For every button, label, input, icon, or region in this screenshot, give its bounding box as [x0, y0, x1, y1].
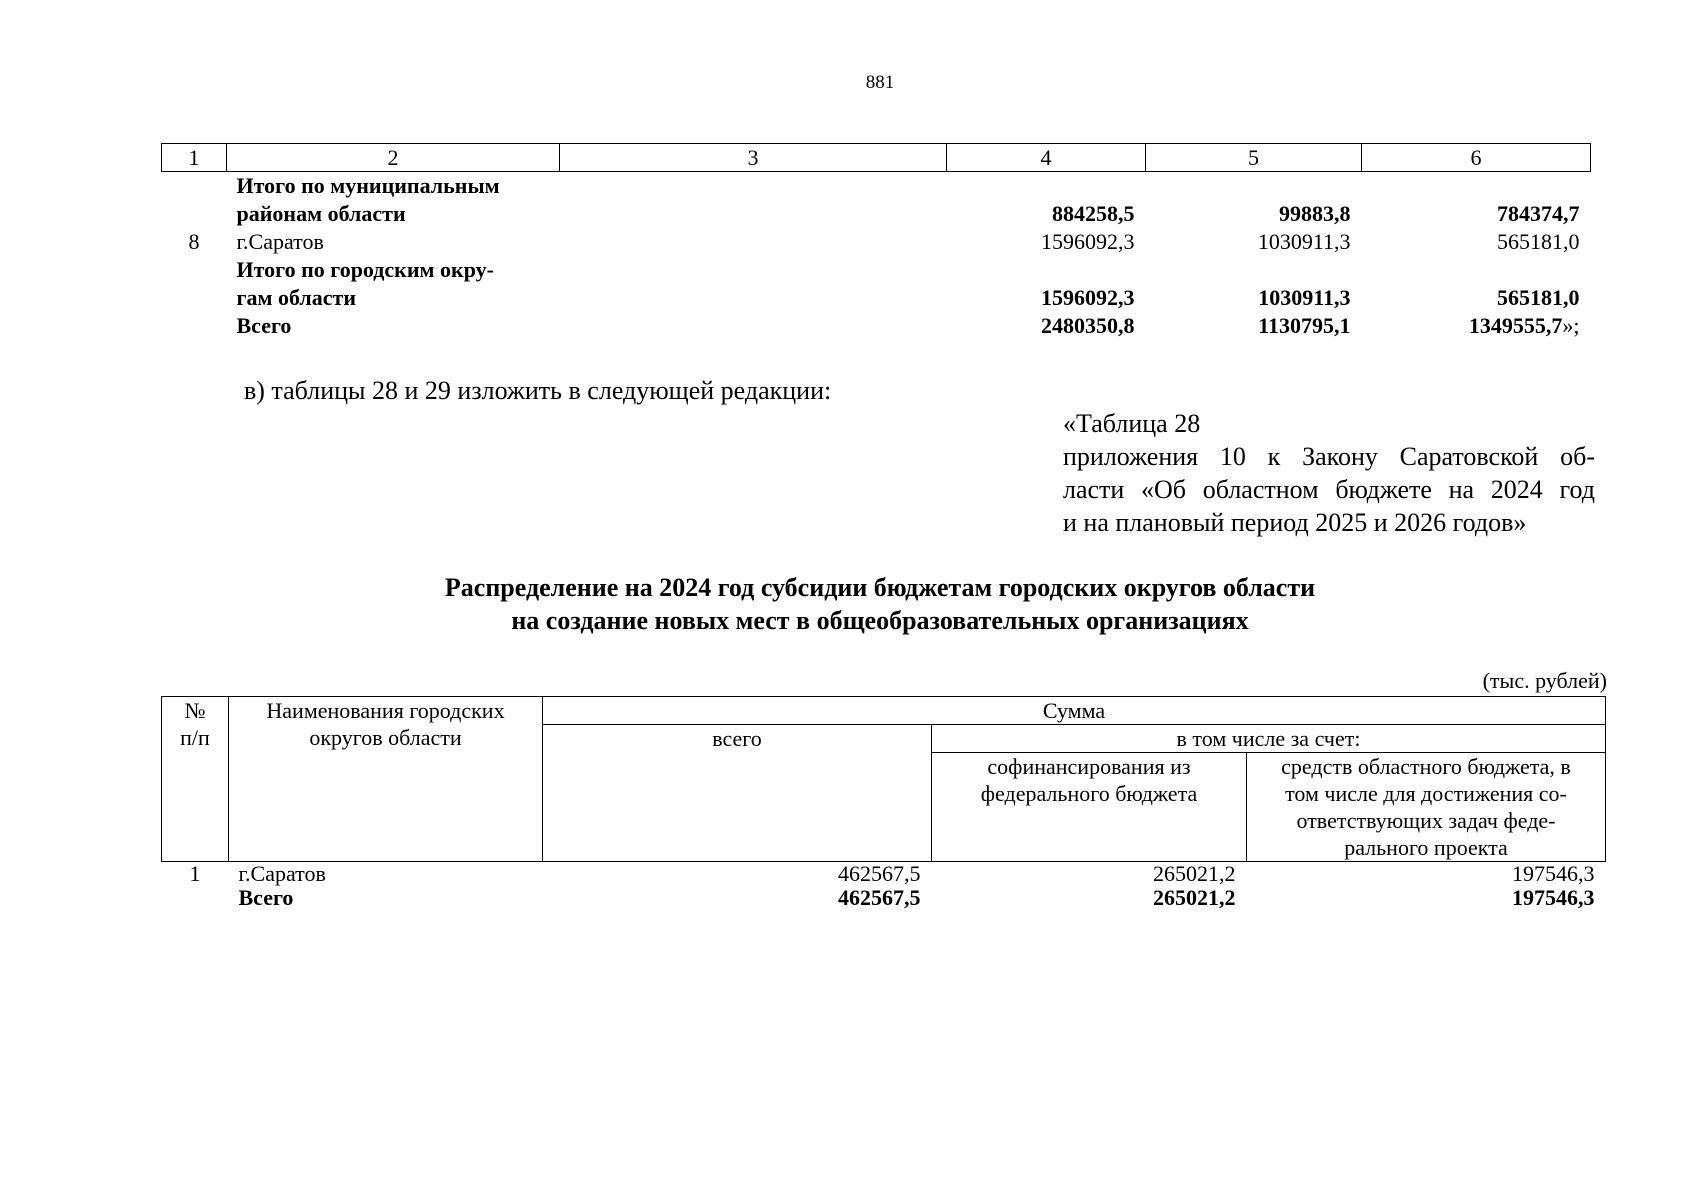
row-name-line: Итого по муниципальным — [236, 173, 500, 198]
row-name-line: районам области — [236, 201, 406, 226]
table-header — [162, 697, 1606, 862]
page-number: 881 — [865, 72, 895, 93]
row-name: Всего — [236, 313, 292, 338]
header-name — [229, 697, 543, 862]
header-total: всего — [543, 725, 932, 862]
row-number — [162, 312, 227, 340]
column-number: 6 — [1362, 144, 1591, 172]
column-number: 1 — [162, 144, 227, 172]
column-number: 2 — [227, 144, 560, 172]
header-line: средств областного бюджета, в — [1281, 754, 1571, 779]
unit-label: (тыс. рублей) — [1482, 668, 1607, 693]
header-line: федерального бюджета — [980, 781, 1198, 806]
cell-regional-value: 1349555,7 — [1468, 313, 1563, 338]
row-name: г.Саратов — [238, 861, 326, 886]
cell-federal: 1030911,3 — [1257, 229, 1351, 254]
cell-federal: 265021,2 — [1153, 861, 1236, 886]
column-number: 3 — [560, 144, 947, 172]
cell-federal: 1030911,3 — [1258, 285, 1351, 310]
row-number — [162, 256, 227, 312]
row-name-line: Итого по городским окру- — [236, 257, 494, 282]
table-28 — [161, 696, 1606, 910]
header-line: п/п — [180, 725, 210, 750]
header-line: Наименования городских — [266, 698, 505, 723]
annex-line: приложения 10 к Закону Саратовской об- — [1063, 442, 1595, 471]
annex-line: «Таблица 28 — [1063, 409, 1201, 438]
column-number: 4 — [947, 144, 1146, 172]
header-line: софинансирования из — [987, 754, 1191, 779]
annex-reference — [1063, 407, 1595, 539]
row-number — [162, 172, 227, 229]
row-number: 1 — [189, 861, 201, 886]
table-row — [162, 228, 1591, 256]
continuation-table — [161, 143, 1591, 340]
row-name — [227, 256, 560, 312]
row-number — [162, 886, 229, 910]
row-name — [227, 172, 560, 229]
header-line: ответствующих задач феде- — [1296, 808, 1556, 833]
header-line: № — [184, 698, 206, 723]
table-row — [162, 256, 1591, 312]
cell-federal: 1130795,1 — [1258, 313, 1351, 338]
table-row — [162, 312, 1591, 340]
column-numbers-row — [162, 144, 1591, 172]
header-number — [162, 697, 229, 862]
cell-regional: 565181,0 — [1497, 285, 1580, 310]
title-line: Распределение на 2024 год субсидии бюджетам городских округов области — [444, 573, 1316, 602]
cell-regional: 197546,3 — [1512, 885, 1595, 910]
header-line: том числе для достижения со- — [1285, 781, 1567, 806]
cell-regional: 784374,7 — [1497, 201, 1580, 226]
annex-line: и на плановый период 2025 и 2026 годов» — [1063, 508, 1527, 537]
header-line: рального проекта — [1344, 835, 1508, 860]
table-title — [0, 571, 1697, 637]
cell-regional: 565181,0 — [1497, 229, 1580, 254]
cell-total: 462567,5 — [838, 885, 921, 910]
cell-total: 462567,5 — [838, 861, 921, 886]
instruction-text: в) таблицы 28 и 29 изложить в следующей редакции: — [244, 376, 832, 405]
header-including: в том числе за счет: — [932, 725, 1606, 753]
cell-total: 884258,5 — [1052, 201, 1135, 226]
row-number: 8 — [188, 229, 200, 254]
row-name: г.Саратов — [236, 229, 324, 254]
closing-quote: »; — [1562, 313, 1580, 338]
cell-total: 2480350,8 — [1041, 313, 1135, 338]
cell-federal: 265021,2 — [1153, 885, 1236, 910]
cell-regional — [1362, 312, 1591, 340]
header-federal — [932, 753, 1247, 862]
table-row — [162, 862, 1606, 887]
title-line: на создание новых мест в общеобразовательных организациях — [511, 606, 1249, 635]
row-name: Всего — [238, 885, 294, 910]
column-number: 5 — [1146, 144, 1362, 172]
annex-line: ласти «Об областном бюджете на 2024 год — [1063, 475, 1595, 504]
table-row — [162, 886, 1606, 910]
header-sum: Сумма — [543, 697, 1606, 725]
cell-total: 1596092,3 — [1041, 229, 1135, 254]
header-line: округов области — [309, 725, 462, 750]
header-regional — [1247, 753, 1606, 862]
cell-federal: 99883,8 — [1279, 201, 1351, 226]
cell-total: 1596092,3 — [1041, 285, 1135, 310]
row-name-line: гам области — [236, 285, 357, 310]
cell-regional: 197546,3 — [1512, 861, 1595, 886]
table-row — [162, 172, 1591, 229]
